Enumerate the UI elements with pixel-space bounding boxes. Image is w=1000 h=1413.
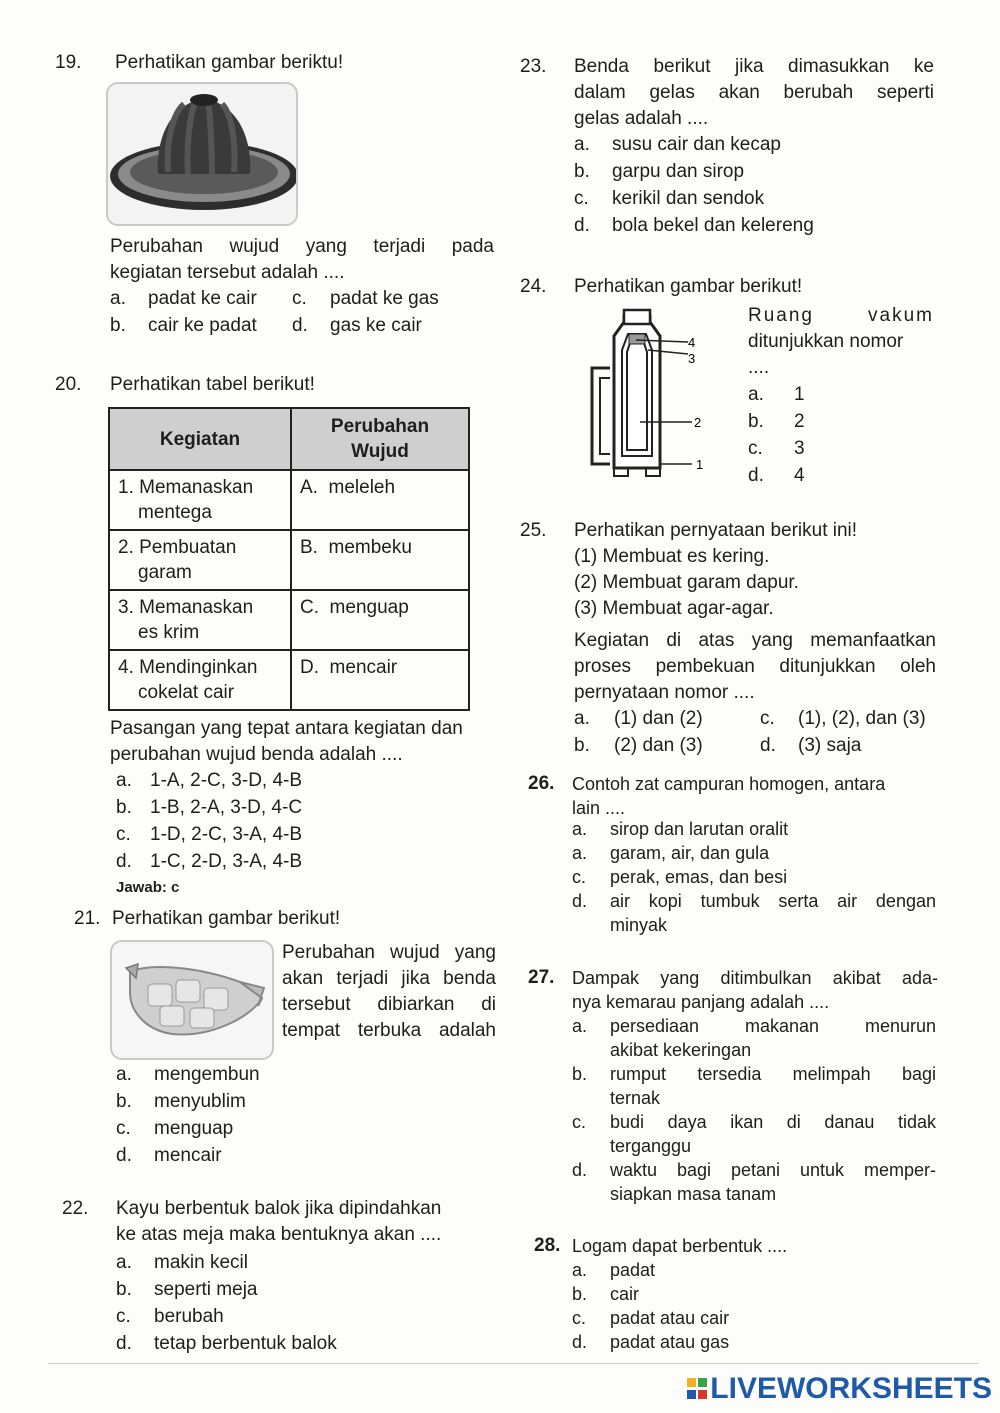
question-number: 28. [534,1235,561,1256]
option-text: padat atau cair [610,1308,730,1328]
ice-cubes-in-plastic-bag-illustration [112,942,272,1058]
question-prompt: Perhatikan gambar berikut! [112,908,341,929]
question-text: Dampak yang ditimbulkan akibat ada- [572,968,938,988]
question-prompt: Perhatikan pernyataan berikut ini! [574,520,858,541]
liveworksheets-logo-text: LIVEWORKSHEETS [710,1372,992,1405]
options-26 [572,817,938,941]
option-text: (2) dan (3) [614,735,703,756]
cell-line: 3. Memanaskan [118,597,254,618]
liveworksheets-logo[interactable] [686,1372,992,1405]
options-22 [116,1250,456,1360]
option-text: susu cair dan kecap [612,134,781,155]
option-text: terganggu [610,1136,692,1156]
option-label: b. [116,797,132,818]
option-text: siapkan masa tanam [610,1184,777,1204]
option-text: kerikil dan sendok [612,188,765,209]
option-text: persediaan makanan menurun [610,1016,936,1036]
options-20 [116,768,496,878]
answer-key: Jawab: c [116,879,180,896]
ice-bag-image [110,940,274,1060]
question-text: pernyataan nomor .... [574,682,755,703]
option-text: garpu dan sirop [612,161,745,182]
table-row [109,470,469,530]
cell-line: 2. Pembuatan [118,537,237,558]
option-label: d. [572,891,588,911]
question-text: kegiatan tersebut adalah .... [110,262,345,283]
thermos-diagram [584,306,714,482]
table-header-row [109,408,469,470]
option-text: 1 [794,384,805,405]
option-label: a. [116,1252,132,1273]
option-label: d. [572,1160,588,1180]
question-text: ditunjukkan nomor [748,331,904,352]
option-label: d. [116,851,132,872]
question-number: 25. [520,520,547,541]
table-header [291,408,469,470]
question-number: 27. [528,967,555,988]
option-label: c. [572,867,587,887]
question-text: proses pembekuan ditunjukkan oleh [574,656,936,677]
question-text: lain .... [572,798,626,818]
option-label: b. [574,161,590,182]
option-text: makin kecil [154,1252,248,1273]
option-label: a. [572,1016,588,1036]
table-header-line: Wujud [351,441,409,462]
option-text: padat atau gas [610,1332,730,1352]
question-prompt: Perhatikan gambar berikut! [574,276,803,297]
question-number: 20. [55,374,82,395]
option-label: c. [574,188,589,209]
options-28 [572,1258,938,1358]
option-label: a. [116,770,132,791]
question-number: 21. [74,908,101,929]
footer-divider [48,1363,978,1364]
option-text: (1) dan (2) [614,708,703,729]
option-label: a. [574,708,590,729]
table-row [109,530,469,590]
options-21 [116,1062,416,1172]
question-text: Perubahan wujud yang terjadi pada [110,236,494,257]
option-text: menguap [154,1118,234,1139]
question-number: 26. [528,773,555,794]
question-text: dalam gelas akan berubah seperti [574,82,934,103]
table-row [109,590,469,650]
options-24 [748,382,868,492]
label-2: 2 [694,415,702,430]
question-text: .... [748,357,770,378]
option-text: padat [610,1260,656,1280]
cell-line: mentega [138,502,212,523]
question-text: tersebut dibiarkan di [282,994,496,1015]
table-cell: C. menguap [291,590,469,650]
option-label: b. [748,411,764,432]
statement-item: (3) Membuat agar-agar. [574,598,774,619]
option-text: 3 [794,438,805,459]
cell-line: cokelat cair [138,682,235,703]
question-text: tempat terbuka adalah [282,1020,496,1041]
option-text: mencair [154,1145,222,1166]
cell-line: 1. Memanaskan [118,477,254,498]
table-cell [109,470,291,530]
option-text: 1-B, 2-A, 3-D, 4-C [150,797,303,818]
label-3: 3 [688,351,696,366]
question-prompt: Perhatikan tabel berikut! [110,374,315,395]
question-number: 23. [520,56,547,77]
cell-line: 4. Mendinginkan [118,657,258,678]
question-text: ke atas meja maka bentuknya akan .... [116,1224,442,1245]
option-label: d. [572,1332,588,1352]
option-label: c. [748,438,763,459]
question-text: perubahan wujud benda adalah .... [110,744,403,765]
option-text: minyak [610,915,668,935]
options-19 [110,286,500,342]
table-cell: A. meleleh [291,470,469,530]
question-number: 19. [55,52,82,73]
label-1: 1 [696,457,704,472]
option-label: a. [748,384,764,405]
option-label: c. [116,1118,131,1139]
option-label: a. [110,288,126,309]
option-label: b. [572,1064,588,1084]
question-text: akan terjadi jika benda [282,968,496,989]
question-text: nya kemarau panjang adalah .... [572,992,830,1012]
option-label: d. [116,1333,132,1354]
question-number: 24. [520,276,547,297]
option-text: 1-A, 2-C, 3-D, 4-B [150,770,303,791]
table-cell: D. mencair [291,650,469,710]
table-cell [109,650,291,710]
option-text: 4 [794,465,805,486]
statement-item: (2) Membuat garam dapur. [574,572,799,593]
option-text: (3) saja [798,735,862,756]
option-text: garam, air, dan gula [610,843,770,863]
table-row [109,650,469,710]
question-text: Perubahan wujud yang [282,942,496,963]
option-label: a. [572,1260,588,1280]
option-text: gas ke cair [330,315,422,336]
options-27 [572,1014,938,1210]
question-text: Ruang vakum [748,305,934,326]
table-cell [109,530,291,590]
table-header: Kegiatan [109,408,291,470]
question-text: Benda berikut jika dimasukkan ke [574,56,934,77]
cell-line: garam [138,562,192,583]
label-4: 4 [688,335,696,350]
question-text: Kegiatan di atas yang memanfaatkan [574,630,936,651]
option-label: c. [116,824,131,845]
option-label: d. [116,1145,132,1166]
option-label: b. [116,1091,132,1112]
option-label: c. [572,1112,587,1132]
option-label: c. [760,708,775,729]
option-label: b. [110,315,126,336]
option-label: d. [748,465,764,486]
option-label: d. [292,315,308,336]
option-text: budi daya ikan di danau tidak [610,1112,936,1132]
table-cell: B. membeku [291,530,469,590]
cell-line: es krim [138,622,200,643]
option-text: ternak [610,1088,661,1108]
option-text: (1), (2), dan (3) [798,708,926,729]
question-text: Kayu berbentuk balok jika dipindahkan [116,1198,442,1219]
question-text: Logam dapat berbentuk .... [572,1236,788,1256]
option-text: padat ke gas [330,288,439,309]
option-text: rumput tersedia melimpah bagi [610,1064,936,1084]
option-label: b. [572,1284,588,1304]
option-label: c. [572,1308,587,1328]
option-text: bola bekel dan kelereng [612,215,814,236]
option-text: sirop dan larutan oralit [610,819,789,839]
jelly-pudding-illustration [108,84,296,224]
option-text: 1-D, 2-C, 3-A, 4-B [150,824,303,845]
option-label: a. [116,1064,132,1085]
option-label: a. [574,134,590,155]
option-label: b. [574,735,590,756]
option-text: cair ke padat [148,315,257,336]
statement-item: (1) Membuat es kering. [574,546,770,567]
question-prompt: Perhatikan gambar beriktu! [115,52,344,73]
question-text: Contoh zat campuran homogen, antara [572,774,886,794]
options-23 [574,132,934,242]
question-text: gelas adalah .... [574,108,709,129]
options-25 [574,706,944,762]
option-text: padat ke cair [148,288,257,309]
question-text: Pasangan yang tepat antara kegiatan dan [110,718,463,739]
option-text: cair [610,1284,640,1304]
table-header-line: Perubahan [330,416,430,437]
option-text: berubah [154,1306,224,1327]
option-label: a. [572,843,588,863]
option-label: b. [116,1279,132,1300]
option-text: perak, emas, dan besi [610,867,788,887]
option-text: mengembun [154,1064,260,1085]
question-number: 22. [62,1198,89,1219]
option-text: menyublim [154,1091,246,1112]
option-text: 1-C, 2-D, 3-A, 4-B [150,851,303,872]
activity-table [108,407,470,711]
option-label: d. [574,215,590,236]
option-label: c. [116,1306,131,1327]
option-text: tetap berbentuk balok [154,1333,337,1354]
liveworksheets-logo-icon [686,1376,708,1402]
option-label: d. [760,735,776,756]
option-text: 2 [794,411,805,432]
option-text: akibat kekeringan [610,1040,752,1060]
option-text: waktu bagi petani untuk memper- [610,1160,936,1180]
option-label: c. [292,288,307,309]
table-cell [109,590,291,650]
jelly-mold-image [106,82,298,226]
option-label: a. [572,819,588,839]
option-text: air kopi tumbuk serta air dengan [610,891,936,911]
option-text: seperti meja [154,1279,258,1300]
